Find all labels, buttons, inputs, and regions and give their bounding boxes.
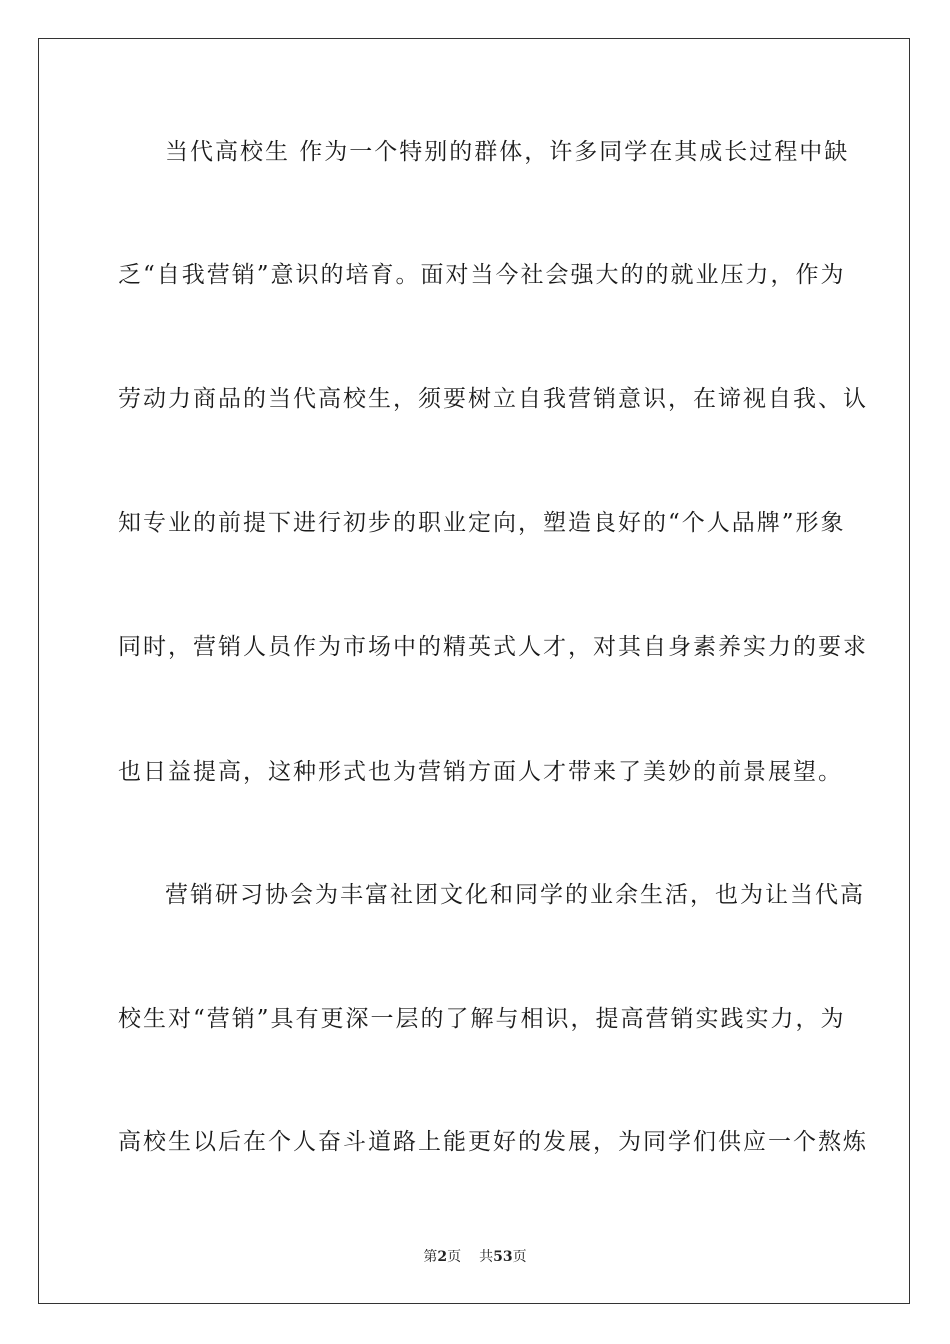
paragraph-1-line-1: 当代高校生 作为一个特别的群体，许多同学在其成长过程中缺	[165, 139, 850, 165]
paragraph-1-line-3: 劳动力商品的当代高校生，须要树立自我营销意识，在谛视自我、认	[118, 386, 868, 412]
paragraph-1-line-2: 乏“自我营销”意识的培育。面对当今社会强大的的就业压力，作为	[118, 262, 846, 288]
paragraph-2-line-1: 营销研习协会为丰富社团文化和同学的业余生活，也为让当代高	[165, 882, 865, 908]
total-pages-prefix: 共	[479, 1249, 494, 1265]
paragraph-1-line-6: 也日益提高，这种形式也为营销方面人才带来了美妙的前景展望。	[118, 759, 843, 785]
page-border	[38, 38, 910, 1304]
page-number-prefix: 第	[423, 1249, 438, 1265]
paragraph-1-line-4: 知专业的前提下进行初步的职业定向，塑造良好的“个人品牌”形象	[118, 510, 846, 536]
paragraph-2-line-2: 校生对“营销”具有更深一层的了解与相识，提高营销实践实力，为	[118, 1006, 846, 1032]
page-number-current: 2	[437, 1249, 448, 1265]
page-number-suffix: 页	[447, 1249, 462, 1265]
total-pages-count: 53	[493, 1249, 513, 1265]
total-pages-suffix: 页	[512, 1249, 527, 1265]
paragraph-1-line-5: 同时，营销人员作为市场中的精英式人才，对其自身素养实力的要求	[118, 634, 868, 660]
page-footer	[0, 1247, 950, 1267]
paragraph-2-line-3: 高校生以后在个人奋斗道路上能更好的发展，为同学们供应一个熬炼	[118, 1129, 868, 1155]
